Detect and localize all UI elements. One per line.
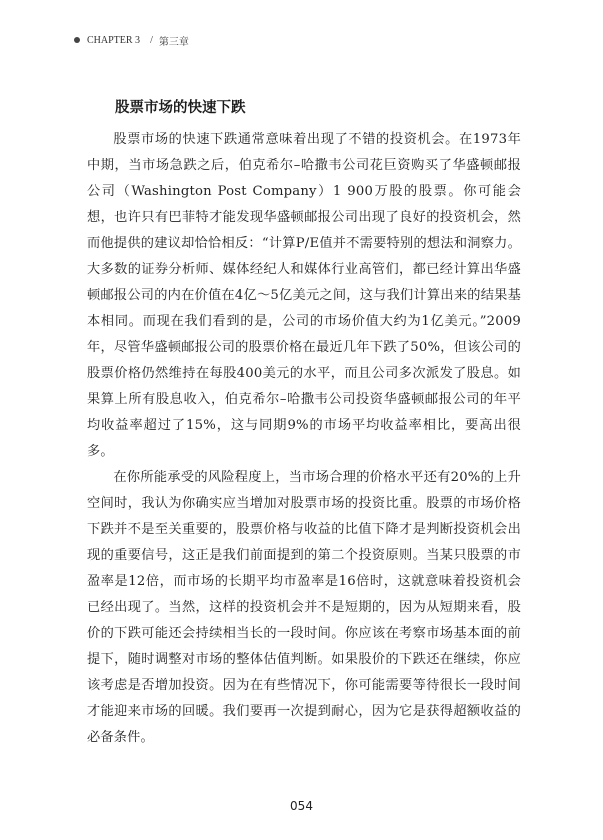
bullet-icon — [74, 37, 80, 43]
chapter-label-zh: 第三章 — [158, 36, 189, 48]
chapter-label-en: CHAPTER 3 — [87, 34, 141, 46]
running-header — [74, 33, 189, 47]
header-separator: / — [150, 34, 153, 46]
section-title: 股票市场的快速下跌 — [115, 100, 246, 116]
paragraph-1: 股票市场的快速下跌通常意味着出现了不错的投资机会。在1973年中期，当市场急跌之后，伯克希尔–哈撒韦公司花巨资购买了华盛顿邮报公司（Washington Post Company）1 900万股的股票。你可能会想，也许只有巴菲特才能发现华盛顿邮报公司出现了良好的投资机会，然而他提供的建议却恰恰相反：“计算P/E值并不需要特别的想法和洞察力。大多数的证券分析师、媒体经纪人和媒体行业高管们，都已经计算出华盛顿邮报公司的内在价值在4亿～5亿美元之间，这与我们计算出来的结果基本相同。而现在我们看到的是，公司的市场价值大约为1亿美元。”2009年，尽管华盛顿邮报公司的股票价格在最近几年下跌了50%，但该公司的股票价格仍然维持在每股400美元的水平，而且公司多次派发了股息。如果算上所有股息收入，伯克希尔–哈撒韦公司投资华盛顿邮报公司的年平均收益率超过了15%，这与同期9%的市场平均收益率相比，要高出很多。 — [87, 132, 521, 459]
page-number: 054 — [290, 799, 313, 813]
paragraph-2: 在你所能承受的风险程度上，当市场合理的价格水平还有20%的上升空间时，我认为你确实应当增加对股票市场的投资比重。股票的市场价格下跌并不是至关重要的，股票价格与收益的比值下降才是判断投资机会出现的重要信号，这正是我们前面提到的第二个投资原则。当某只股票的市盈率是12倍，而市场的长期平均市盈率是16倍时，这就意味着投资机会已经出现了。当然，这样的投资机会并不是短期的，因为从短期来看，股价的下跌可能还会持续相当长的一段时间。你应该在考察市场基本面的前提下，随时调整对市场的整体估值判断。如果股价的下跌还在继续，你应该考虑是否增加投资。因为在有些情况下，你可能需要等待很长一段时间才能迎来市场的回暖。我们要再一次提到耐心，因为它是获得超额收益的必备条件。 — [87, 470, 521, 745]
body-text — [87, 127, 521, 751]
